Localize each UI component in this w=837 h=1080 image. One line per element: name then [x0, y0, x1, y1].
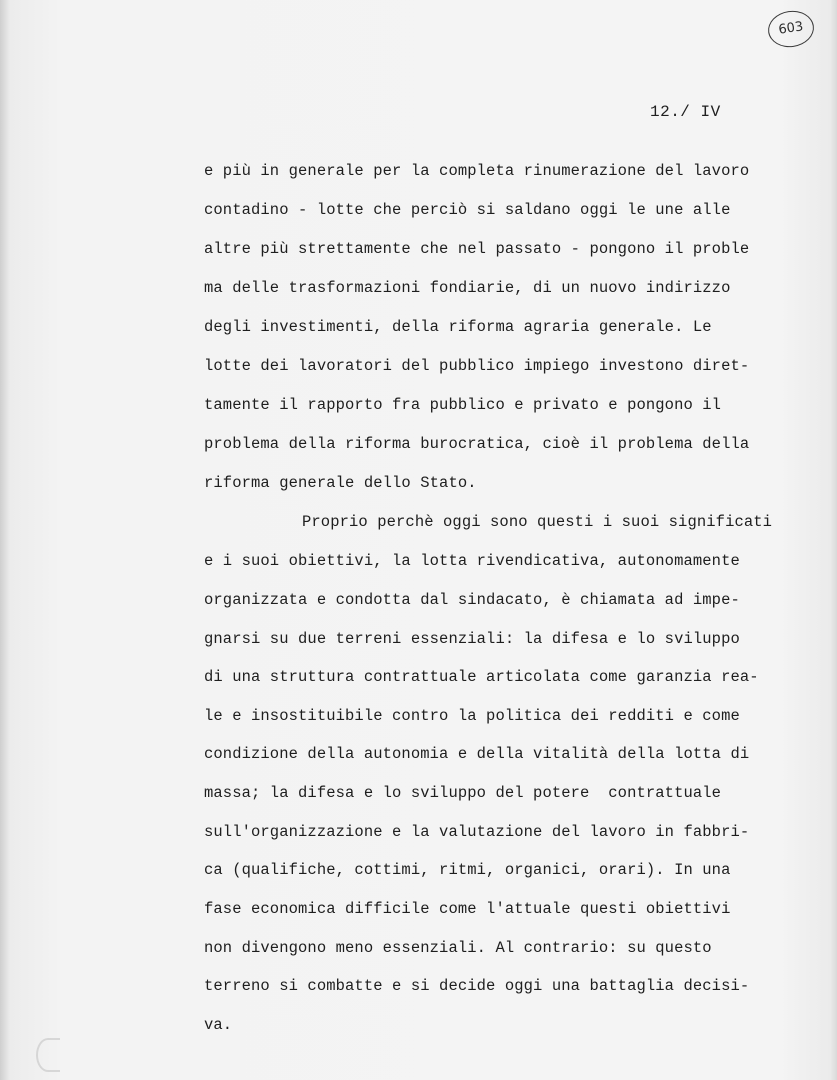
text-line: ca (qualifiche, cottimi, ritmi, organici, orari). In una — [204, 861, 731, 879]
text-line: problema della riforma burocratica, cioè il problema della — [204, 435, 750, 453]
text-line: Proprio perchè oggi sono questi i suoi significati — [302, 513, 773, 531]
text-line: va. — [204, 1016, 233, 1034]
text-line: fase economica difficile come l'attuale questi obiettivi — [204, 900, 731, 918]
text-line: di una struttura contrattuale articolata come garanzia rea- — [204, 668, 759, 686]
text-line: organizzata e condotta dal sindacato, è chiamata ad impe- — [204, 591, 740, 609]
page-number: 12./ IV — [650, 103, 721, 121]
text-line: gnarsi su due terreni essenziali: la difesa e lo sviluppo — [204, 630, 740, 648]
text-line: altre più strettamente che nel passato - pongono il proble — [204, 240, 750, 258]
text-line: lotte dei lavoratori del pubblico impiego investono diret- — [204, 357, 750, 375]
text-line: e più in generale per la completa rinumerazione del lavoro — [204, 162, 750, 180]
text-line: contadino - lotte che perciò si saldano oggi le une alle — [204, 201, 731, 219]
text-line: le e insostituibile contro la politica dei redditi e come — [204, 707, 740, 725]
text-line: ma delle trasformazioni fondiarie, di un nuovo indirizzo — [204, 279, 731, 297]
text-line: non divengono meno essenziali. Al contrario: su questo — [204, 939, 712, 957]
text-line: terreno si combatte e si decide oggi una battaglia decisi- — [204, 977, 750, 995]
archive-stamp: 603 — [766, 8, 817, 50]
text-line: degli investimenti, della riforma agraria generale. Le — [204, 318, 712, 336]
text-line: riforma generale dello Stato. — [204, 474, 477, 492]
scan-edge-mark — [36, 1038, 60, 1072]
text-line: tamente il rapporto fra pubblico e privato e pongono il — [204, 396, 722, 414]
text-line: sull'organizzazione e la valutazione del lavoro in fabbri- — [204, 823, 750, 841]
text-line: e i suoi obiettivi, la lotta rivendicativa, autonomamente — [204, 552, 740, 570]
text-line: condizione della autonomia e della vitalità della lotta di — [204, 745, 750, 763]
text-line: massa; la difesa e lo sviluppo del potere contrattuale — [204, 784, 722, 802]
